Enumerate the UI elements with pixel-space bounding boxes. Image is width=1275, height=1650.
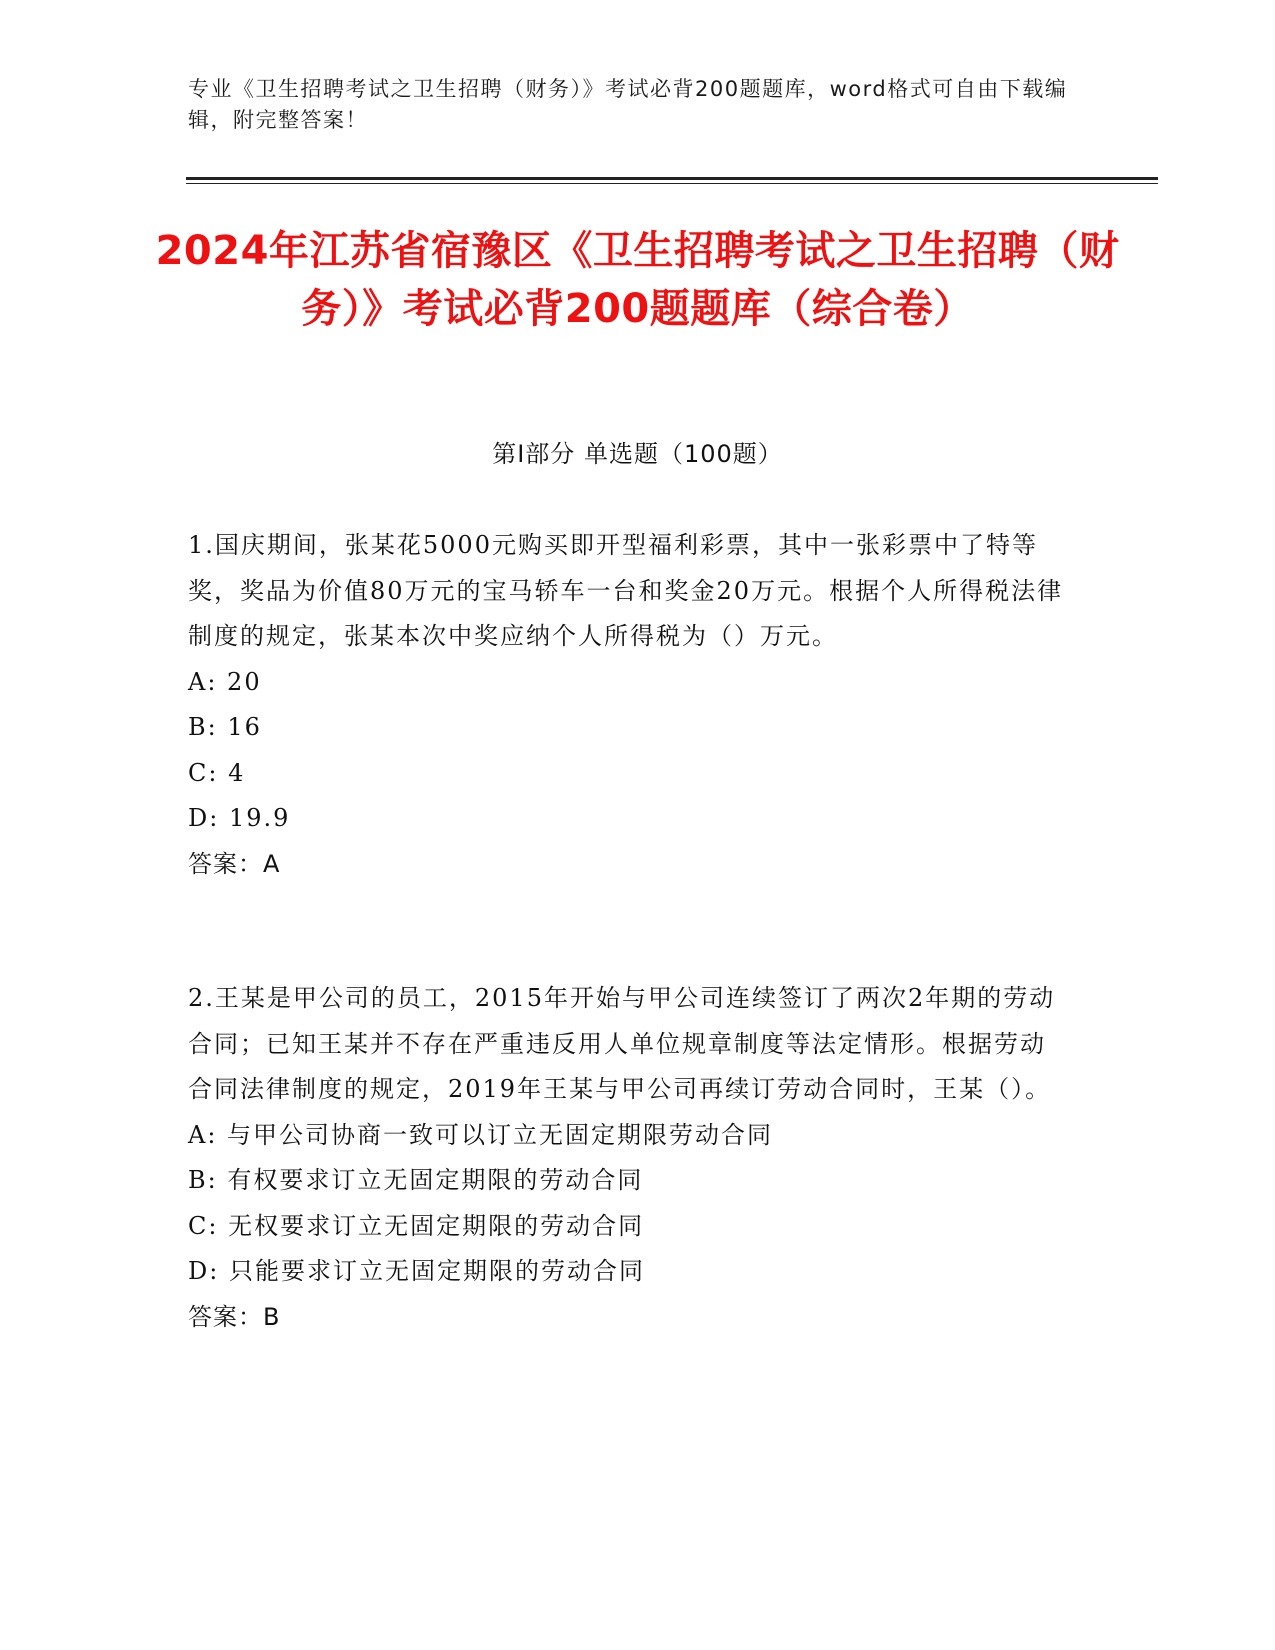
option-c: C: 4 bbox=[188, 758, 246, 787]
document-title: 2024年江苏省宿豫区《卫生招聘考试之卫生招聘（财务）》考试必背200题题库（综合卷） bbox=[155, 228, 1120, 332]
question-stem: 1.国庆期间，张某花5000元购买即开型福利彩票，其中一张彩票中了特等奖，奖品为价值80万元的宝马轿车一台和奖金20万元。根据个人所得税法律制度的规定，张某本次中奖应纳个人所得税为（）万元。 bbox=[188, 531, 1064, 650]
answer-line: 答案：A bbox=[188, 849, 281, 878]
question-1 bbox=[188, 523, 1068, 887]
option-d: D: 只能要求订立无固定期限的劳动合同 bbox=[188, 1257, 645, 1285]
option-list bbox=[188, 660, 1068, 842]
option-a: A: 与甲公司协商一致可以订立无固定期限劳动合同 bbox=[188, 1120, 774, 1149]
option-a: A: 20 bbox=[188, 667, 262, 696]
section-title: 第Ⅰ部分 单选题（100题） bbox=[492, 440, 783, 468]
option-c: C: 无权要求订立无固定期限的劳动合同 bbox=[188, 1211, 645, 1240]
question-2 bbox=[188, 976, 1068, 1340]
option-b: B: 16 bbox=[188, 713, 262, 741]
option-list bbox=[188, 1113, 1068, 1295]
question-stem: 2.王某是甲公司的员工，2015年开始与甲公司连续签订了两次2年期的劳动合同；已知王某并不存在严重违反用人单位规章制度等法定情形。根据劳动合同法律制度的规定，2019年王某与甲公司再续订劳动合同时，王某（）。 bbox=[188, 984, 1056, 1103]
answer-line: 答案：B bbox=[188, 1302, 281, 1331]
option-d: D: 19.9 bbox=[188, 804, 291, 832]
option-b: B: 有权要求订立无固定期限的劳动合同 bbox=[188, 1166, 644, 1194]
header-divider-thin bbox=[186, 183, 1158, 184]
header-divider-thick bbox=[186, 177, 1158, 180]
header-note: 专业《卫生招聘考试之卫生招聘（财务）》考试必背200题题库，word格式可自由下载编辑，附完整答案！ bbox=[188, 77, 1068, 132]
